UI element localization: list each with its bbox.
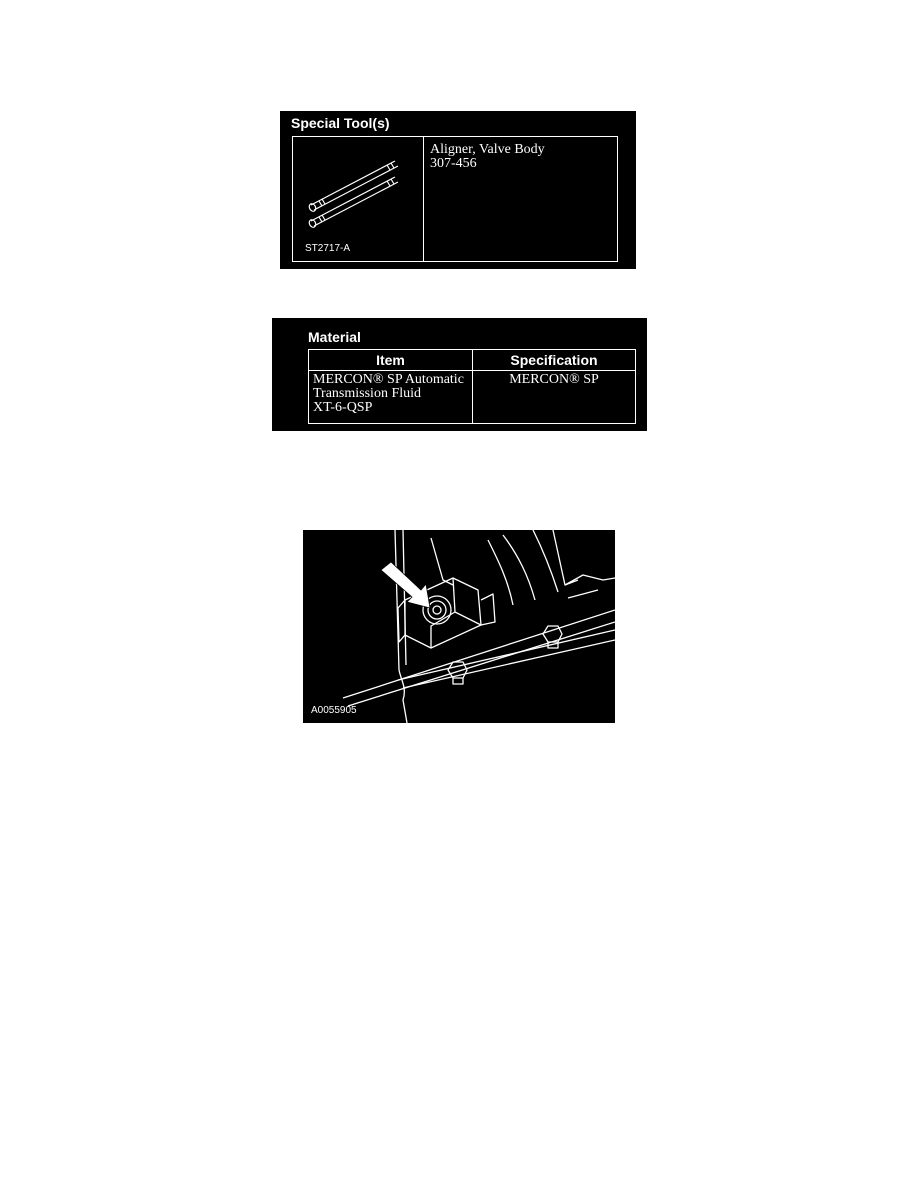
tool-description [430,143,545,171]
table-cell-item [313,373,469,415]
aligner-tool-illustration [303,157,403,237]
tool-cell-divider [423,137,424,261]
table-cell-specification: MERCON® SP [509,372,599,387]
special-tools-title: Special Tool(s) [291,115,390,131]
special-tools-panel [280,111,636,269]
item-line: MERCON® SP Automatic [313,372,464,387]
tool-number: 307-456 [430,156,477,171]
figure-illustration-code: A0055905 [311,705,357,716]
column-header-item: Item [376,352,405,368]
column-header-specification: Specification [510,352,598,368]
tool-name: Aligner, Valve Body [430,142,545,157]
special-tool-cell [292,136,618,262]
item-line: XT-6-QSP [313,400,373,415]
item-line: Transmission Fluid [313,386,422,401]
material-title: Material [308,329,361,345]
tool-illustration-code: ST2717-A [305,243,351,254]
transmission-case-illustration [303,530,615,723]
material-table [308,349,636,424]
transmission-figure-panel [303,530,615,723]
material-panel [272,318,647,431]
